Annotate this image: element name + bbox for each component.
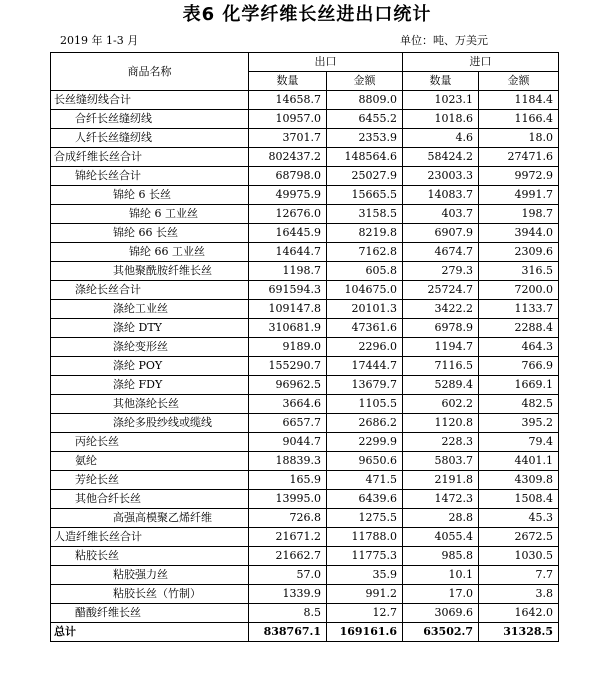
import-amount: 1669.1	[479, 376, 559, 395]
table-row	[51, 300, 559, 319]
import-quantity: 23003.3	[403, 167, 479, 186]
row-name: 其他合纤长丝	[51, 490, 249, 509]
row-name: 涤纶 DTY	[51, 319, 249, 338]
import-quantity: 1194.7	[403, 338, 479, 357]
export-quantity: 9189.0	[249, 338, 327, 357]
import-amount: 7.7	[479, 566, 559, 585]
export-amount: 605.8	[327, 262, 403, 281]
table-row	[51, 281, 559, 300]
import-amount: 3944.0	[479, 224, 559, 243]
export-quantity: 10957.0	[249, 110, 327, 129]
import-amount: 766.9	[479, 357, 559, 376]
header-export-quantity: 数量	[249, 72, 327, 91]
table-row	[51, 585, 559, 604]
header-item-name: 商品名称	[51, 53, 249, 91]
import-quantity: 5289.4	[403, 376, 479, 395]
import-quantity: 602.2	[403, 395, 479, 414]
table-row	[51, 528, 559, 547]
table-row	[51, 509, 559, 528]
import-quantity: 1120.8	[403, 414, 479, 433]
row-name: 其他涤纶长丝	[51, 395, 249, 414]
row-name: 合成纤维长丝合计	[51, 148, 249, 167]
import-quantity: 5803.7	[403, 452, 479, 471]
import-amount: 1184.4	[479, 91, 559, 110]
table-row	[51, 262, 559, 281]
table-row	[51, 224, 559, 243]
export-quantity: 9044.7	[249, 433, 327, 452]
export-amount: 991.2	[327, 585, 403, 604]
export-quantity: 8.5	[249, 604, 327, 623]
export-quantity: 13995.0	[249, 490, 327, 509]
export-quantity: 21662.7	[249, 547, 327, 566]
row-name: 涤纶 POY	[51, 357, 249, 376]
import-quantity: 4.6	[403, 129, 479, 148]
row-name: 涤纶变形丝	[51, 338, 249, 357]
row-name: 锦纶 6 长丝	[51, 186, 249, 205]
import-quantity: 403.7	[403, 205, 479, 224]
import-amount: 4991.7	[479, 186, 559, 205]
export-amount: 2686.2	[327, 414, 403, 433]
export-amount: 47361.6	[327, 319, 403, 338]
import-quantity: 25724.7	[403, 281, 479, 300]
table-row	[51, 338, 559, 357]
export-amount: 35.9	[327, 566, 403, 585]
table-row	[51, 319, 559, 338]
row-name: 合纤长丝缝纫线	[51, 110, 249, 129]
table-row	[51, 395, 559, 414]
row-name: 长丝缝纫线合计	[51, 91, 249, 110]
import-amount: 1508.4	[479, 490, 559, 509]
header-export: 出口	[249, 53, 403, 72]
import-amount: 45.3	[479, 509, 559, 528]
export-quantity: 16445.9	[249, 224, 327, 243]
row-name: 涤纶长丝合计	[51, 281, 249, 300]
import-amount: 79.4	[479, 433, 559, 452]
import-quantity: 1023.1	[403, 91, 479, 110]
row-name: 涤纶 FDY	[51, 376, 249, 395]
export-amount: 25027.9	[327, 167, 403, 186]
export-quantity: 18839.3	[249, 452, 327, 471]
export-quantity: 155290.7	[249, 357, 327, 376]
table-row	[51, 243, 559, 262]
total-export-quantity: 838767.1	[249, 623, 327, 642]
import-quantity: 28.8	[403, 509, 479, 528]
export-quantity: 21671.2	[249, 528, 327, 547]
import-quantity: 4674.7	[403, 243, 479, 262]
table-row	[51, 167, 559, 186]
row-name: 醋酸纤维长丝	[51, 604, 249, 623]
total-row	[51, 623, 559, 642]
export-amount: 2299.9	[327, 433, 403, 452]
import-amount: 4309.8	[479, 471, 559, 490]
import-quantity: 17.0	[403, 585, 479, 604]
import-amount: 18.0	[479, 129, 559, 148]
import-quantity: 14083.7	[403, 186, 479, 205]
row-name: 氨纶	[51, 452, 249, 471]
export-quantity: 49975.9	[249, 186, 327, 205]
export-quantity: 96962.5	[249, 376, 327, 395]
row-name: 粘胶强力丝	[51, 566, 249, 585]
row-name: 锦纶 6 工业丝	[51, 205, 249, 224]
export-amount: 3158.5	[327, 205, 403, 224]
export-amount: 12.7	[327, 604, 403, 623]
import-quantity: 3069.6	[403, 604, 479, 623]
import-quantity: 6978.9	[403, 319, 479, 338]
row-name: 丙纶长丝	[51, 433, 249, 452]
export-amount: 13679.7	[327, 376, 403, 395]
table-row	[51, 547, 559, 566]
export-amount: 104675.0	[327, 281, 403, 300]
export-amount: 15665.5	[327, 186, 403, 205]
period-label: 2019 年 1-3 月	[60, 34, 139, 47]
row-name: 人纤长丝缝纫线	[51, 129, 249, 148]
export-quantity: 6657.7	[249, 414, 327, 433]
import-quantity: 58424.2	[403, 148, 479, 167]
export-quantity: 1339.9	[249, 585, 327, 604]
row-name: 人造纤维长丝合计	[51, 528, 249, 547]
page-title: 表6 化学纤维长丝进出口统计	[182, 4, 432, 25]
import-amount: 7200.0	[479, 281, 559, 300]
export-amount: 8809.0	[327, 91, 403, 110]
row-name: 锦纶 66 工业丝	[51, 243, 249, 262]
total-label: 总计	[51, 623, 249, 642]
table-row	[51, 205, 559, 224]
import-amount: 2309.6	[479, 243, 559, 262]
import-amount: 395.2	[479, 414, 559, 433]
table-row	[51, 433, 559, 452]
row-name: 高强高模聚乙烯纤维	[51, 509, 249, 528]
total-import-amount: 31328.5	[479, 623, 559, 642]
total-export-amount: 169161.6	[327, 623, 403, 642]
export-quantity: 802437.2	[249, 148, 327, 167]
export-quantity: 14644.7	[249, 243, 327, 262]
export-amount: 17444.7	[327, 357, 403, 376]
table-row	[51, 566, 559, 585]
export-quantity: 14658.7	[249, 91, 327, 110]
export-quantity: 57.0	[249, 566, 327, 585]
header-import-quantity: 数量	[403, 72, 479, 91]
import-amount: 2288.4	[479, 319, 559, 338]
export-amount: 1275.5	[327, 509, 403, 528]
import-amount: 1642.0	[479, 604, 559, 623]
table-row	[51, 490, 559, 509]
import-quantity: 279.3	[403, 262, 479, 281]
export-amount: 20101.3	[327, 300, 403, 319]
table-row	[51, 91, 559, 110]
table-row	[51, 376, 559, 395]
export-amount: 11788.0	[327, 528, 403, 547]
import-amount: 27471.6	[479, 148, 559, 167]
export-quantity: 68798.0	[249, 167, 327, 186]
table-row	[51, 148, 559, 167]
export-amount: 11775.3	[327, 547, 403, 566]
import-quantity: 4055.4	[403, 528, 479, 547]
export-quantity: 165.9	[249, 471, 327, 490]
import-amount: 1030.5	[479, 547, 559, 566]
header-import: 进口	[403, 53, 559, 72]
import-amount: 316.5	[479, 262, 559, 281]
import-amount: 198.7	[479, 205, 559, 224]
stats-table	[50, 52, 559, 642]
import-quantity: 1018.6	[403, 110, 479, 129]
import-amount: 3.8	[479, 585, 559, 604]
import-quantity: 228.3	[403, 433, 479, 452]
import-quantity: 2191.8	[403, 471, 479, 490]
import-amount: 4401.1	[479, 452, 559, 471]
export-quantity: 726.8	[249, 509, 327, 528]
row-name: 锦纶 66 长丝	[51, 224, 249, 243]
export-amount: 2353.9	[327, 129, 403, 148]
export-amount: 7162.8	[327, 243, 403, 262]
export-amount: 8219.8	[327, 224, 403, 243]
import-quantity: 1472.3	[403, 490, 479, 509]
unit-label: 单位：吨、万美元	[400, 34, 488, 47]
import-amount: 2672.5	[479, 528, 559, 547]
import-amount: 482.5	[479, 395, 559, 414]
export-quantity: 3664.6	[249, 395, 327, 414]
table-body	[51, 91, 559, 623]
table-row	[51, 471, 559, 490]
row-name: 其他聚酰胺纤维长丝	[51, 262, 249, 281]
table-row	[51, 357, 559, 376]
header-export-amount: 金额	[327, 72, 403, 91]
row-name: 粘胶长丝	[51, 547, 249, 566]
export-amount: 6439.6	[327, 490, 403, 509]
table-row	[51, 604, 559, 623]
import-quantity: 3422.2	[403, 300, 479, 319]
export-quantity: 310681.9	[249, 319, 327, 338]
import-quantity: 985.8	[403, 547, 479, 566]
row-name: 粘胶长丝（竹制）	[51, 585, 249, 604]
import-quantity: 6907.9	[403, 224, 479, 243]
import-amount: 464.3	[479, 338, 559, 357]
export-amount: 1105.5	[327, 395, 403, 414]
row-name: 涤纶工业丝	[51, 300, 249, 319]
export-amount: 471.5	[327, 471, 403, 490]
import-quantity: 10.1	[403, 566, 479, 585]
table-row	[51, 129, 559, 148]
row-name: 涤纶多股纱线或缆线	[51, 414, 249, 433]
export-quantity: 691594.3	[249, 281, 327, 300]
export-quantity: 1198.7	[249, 262, 327, 281]
table-row	[51, 186, 559, 205]
import-amount: 9972.9	[479, 167, 559, 186]
export-amount: 6455.2	[327, 110, 403, 129]
table-row	[51, 110, 559, 129]
row-name: 芳纶长丝	[51, 471, 249, 490]
export-quantity: 109147.8	[249, 300, 327, 319]
table-row	[51, 414, 559, 433]
export-quantity: 3701.7	[249, 129, 327, 148]
table-row	[51, 452, 559, 471]
export-amount: 148564.6	[327, 148, 403, 167]
export-amount: 2296.0	[327, 338, 403, 357]
total-import-quantity: 63502.7	[403, 623, 479, 642]
row-name: 锦纶长丝合计	[51, 167, 249, 186]
import-quantity: 7116.5	[403, 357, 479, 376]
export-amount: 9650.6	[327, 452, 403, 471]
import-amount: 1133.7	[479, 300, 559, 319]
export-quantity: 12676.0	[249, 205, 327, 224]
import-amount: 1166.4	[479, 110, 559, 129]
header-import-amount: 金额	[479, 72, 559, 91]
